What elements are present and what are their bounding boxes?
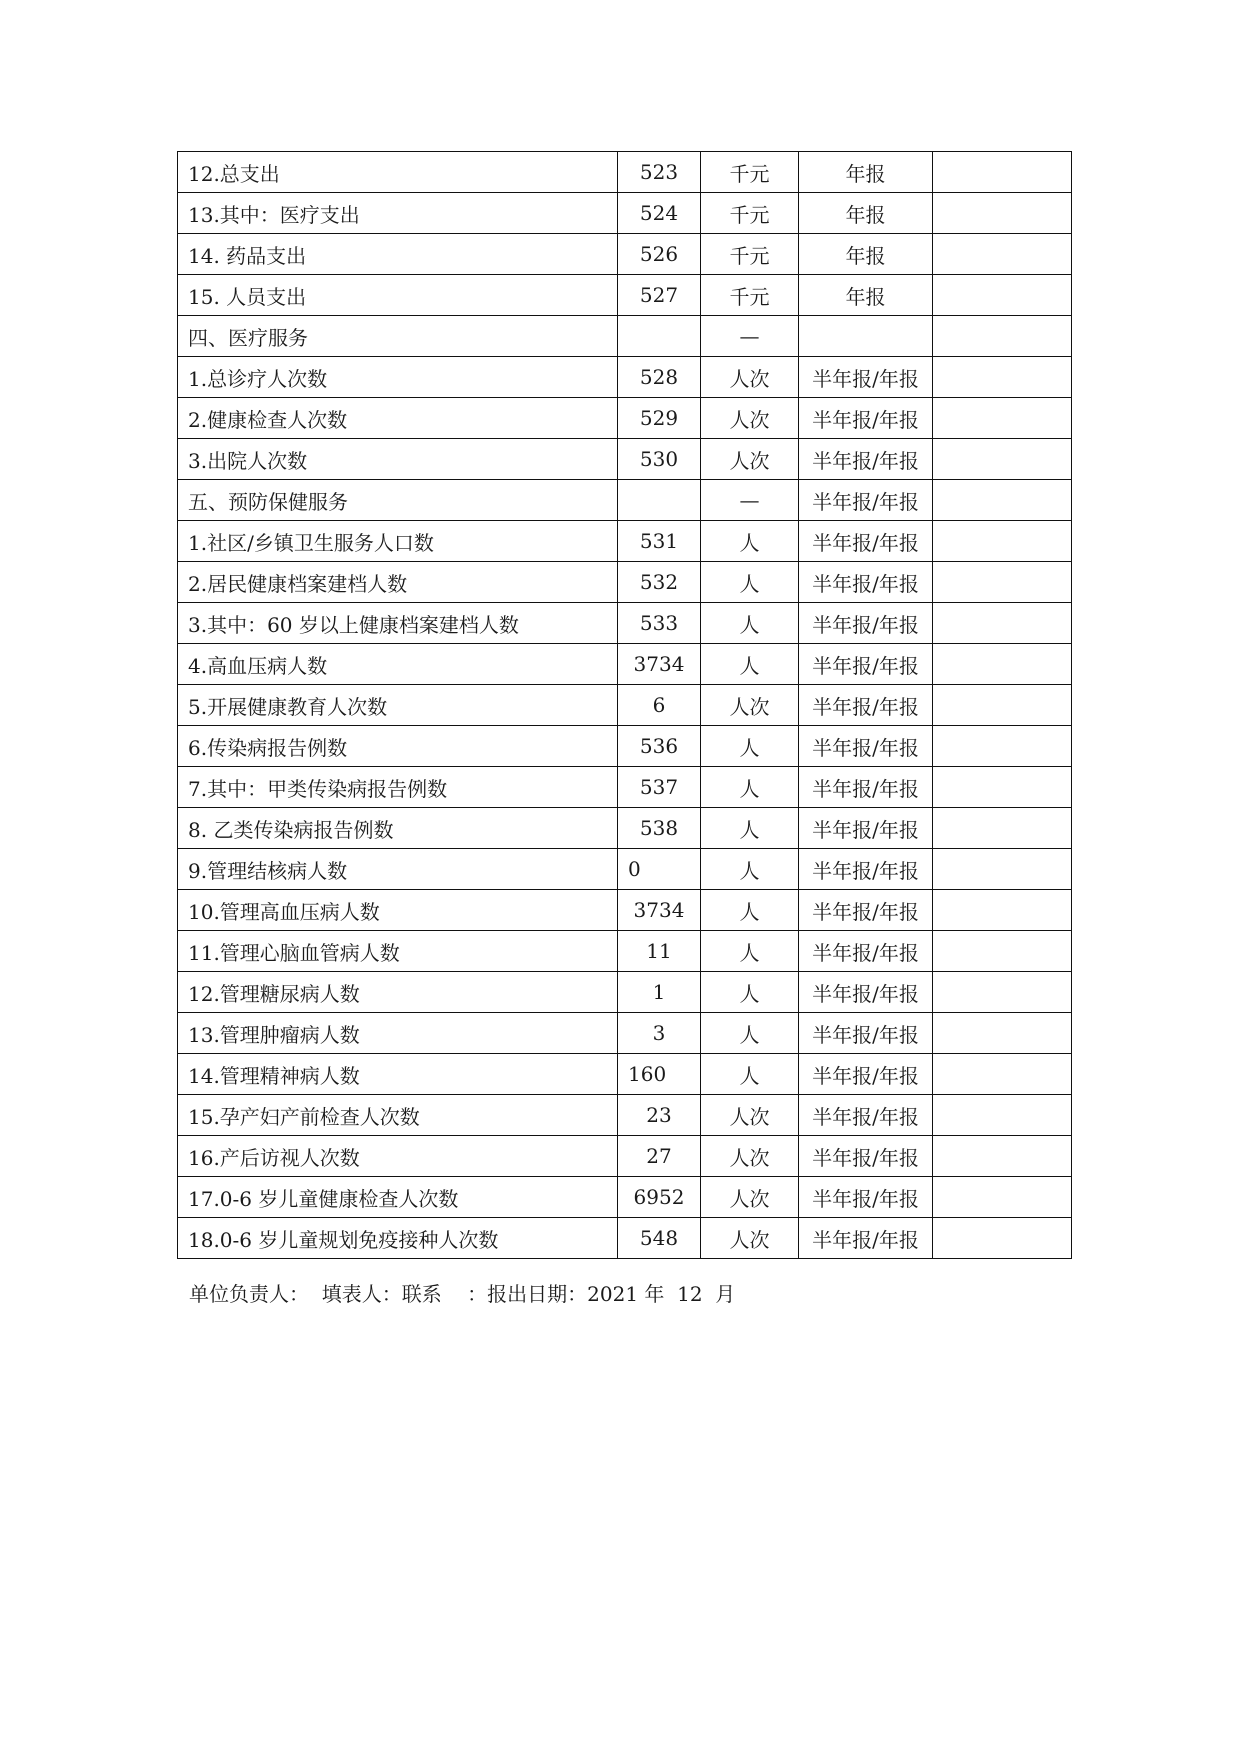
row-frequency: 半年报/年报 — [799, 972, 933, 1013]
row-frequency: 半年报/年报 — [799, 1095, 933, 1136]
row-item-label: 11.管理心脑血管病人数 — [178, 931, 618, 972]
table-row — [178, 562, 1072, 603]
row-unit: 人次 — [701, 1136, 799, 1177]
row-value: 0 — [618, 849, 701, 890]
row-value: 526 — [618, 234, 701, 275]
row-note — [933, 521, 1072, 562]
row-item-label: 17.0-6 岁儿童健康检查人次数 — [178, 1177, 618, 1218]
row-item-label: 4.高血压病人数 — [178, 644, 618, 685]
row-item-label: 10.管理高血压病人数 — [178, 890, 618, 931]
row-item-label: 14. 药品支出 — [178, 234, 618, 275]
row-unit: — — [701, 480, 799, 521]
row-note — [933, 972, 1072, 1013]
row-value: 530 — [618, 439, 701, 480]
row-value: 3734 — [618, 890, 701, 931]
row-unit: 人 — [701, 726, 799, 767]
row-value: 527 — [618, 275, 701, 316]
row-note — [933, 1218, 1072, 1259]
row-item-label: 2.居民健康档案建档人数 — [178, 562, 618, 603]
row-frequency: 半年报/年报 — [799, 1177, 933, 1218]
row-value: 531 — [618, 521, 701, 562]
row-value: 6 — [618, 685, 701, 726]
row-frequency: 年报 — [799, 152, 933, 193]
row-frequency: 半年报/年报 — [799, 849, 933, 890]
row-value: 528 — [618, 357, 701, 398]
row-unit: 千元 — [701, 234, 799, 275]
row-item-label: 1.社区/乡镇卫生服务人口数 — [178, 521, 618, 562]
row-frequency: 半年报/年报 — [799, 931, 933, 972]
row-note — [933, 234, 1072, 275]
row-value: 27 — [618, 1136, 701, 1177]
row-note — [933, 439, 1072, 480]
row-note — [933, 152, 1072, 193]
row-item-label: 四、医疗服务 — [178, 316, 618, 357]
row-note — [933, 808, 1072, 849]
row-frequency: 半年报/年报 — [799, 767, 933, 808]
row-item-label: 13.其中：医疗支出 — [178, 193, 618, 234]
row-frequency: 半年报/年报 — [799, 521, 933, 562]
row-unit: 人 — [701, 767, 799, 808]
row-note — [933, 275, 1072, 316]
row-note — [933, 644, 1072, 685]
table-row — [178, 521, 1072, 562]
row-item-label: 1.总诊疗人次数 — [178, 357, 618, 398]
row-item-label: 14.管理精神病人数 — [178, 1054, 618, 1095]
table-row — [178, 1095, 1072, 1136]
row-frequency: 半年报/年报 — [799, 357, 933, 398]
table-row — [178, 808, 1072, 849]
row-frequency: 半年报/年报 — [799, 1054, 933, 1095]
row-value: 533 — [618, 603, 701, 644]
row-item-label: 7.其中：甲类传染病报告例数 — [178, 767, 618, 808]
table-row — [178, 234, 1072, 275]
row-unit: — — [701, 316, 799, 357]
row-unit: 人 — [701, 562, 799, 603]
row-frequency: 半年报/年报 — [799, 1136, 933, 1177]
row-value: 1 — [618, 972, 701, 1013]
row-value: 536 — [618, 726, 701, 767]
table-row — [178, 1136, 1072, 1177]
table-row — [178, 603, 1072, 644]
row-note — [933, 316, 1072, 357]
table-row — [178, 644, 1072, 685]
row-frequency: 半年报/年报 — [799, 685, 933, 726]
row-unit: 人 — [701, 931, 799, 972]
row-value: 3734 — [618, 644, 701, 685]
report-table-body — [178, 152, 1072, 1259]
row-value: 529 — [618, 398, 701, 439]
table-row — [178, 193, 1072, 234]
table-row — [178, 1013, 1072, 1054]
row-unit: 人次 — [701, 398, 799, 439]
row-unit: 千元 — [701, 152, 799, 193]
row-value: 23 — [618, 1095, 701, 1136]
row-frequency — [799, 316, 933, 357]
row-item-label: 13.管理肿瘤病人数 — [178, 1013, 618, 1054]
row-note — [933, 767, 1072, 808]
row-unit: 人 — [701, 1054, 799, 1095]
row-note — [933, 685, 1072, 726]
row-value: 532 — [618, 562, 701, 603]
row-frequency: 年报 — [799, 275, 933, 316]
table-row — [178, 1177, 1072, 1218]
row-unit: 千元 — [701, 193, 799, 234]
row-item-label: 5.开展健康教育人次数 — [178, 685, 618, 726]
row-value: 160 — [618, 1054, 701, 1095]
row-frequency: 半年报/年报 — [799, 398, 933, 439]
row-note — [933, 1177, 1072, 1218]
row-note — [933, 1095, 1072, 1136]
row-value: 523 — [618, 152, 701, 193]
row-frequency: 年报 — [799, 234, 933, 275]
row-note — [933, 603, 1072, 644]
row-unit: 人次 — [701, 685, 799, 726]
row-note — [933, 1013, 1072, 1054]
row-item-label: 9.管理结核病人数 — [178, 849, 618, 890]
row-note — [933, 726, 1072, 767]
row-note — [933, 480, 1072, 521]
row-item-label: 15.孕产妇产前检查人次数 — [178, 1095, 618, 1136]
row-frequency: 半年报/年报 — [799, 890, 933, 931]
row-unit: 人次 — [701, 439, 799, 480]
row-unit: 人次 — [701, 1218, 799, 1259]
row-unit: 千元 — [701, 275, 799, 316]
row-item-label: 16.产后访视人次数 — [178, 1136, 618, 1177]
table-row — [178, 849, 1072, 890]
row-item-label: 6.传染病报告例数 — [178, 726, 618, 767]
row-value — [618, 480, 701, 521]
row-item-label: 12.管理糖尿病人数 — [178, 972, 618, 1013]
table-row — [178, 316, 1072, 357]
table-row — [178, 931, 1072, 972]
row-item-label: 3.其中：60 岁以上健康档案建档人数 — [178, 603, 618, 644]
table-row — [178, 1054, 1072, 1095]
row-note — [933, 398, 1072, 439]
row-frequency: 半年报/年报 — [799, 562, 933, 603]
row-frequency: 半年报/年报 — [799, 808, 933, 849]
report-footer: 单位负责人： 填表人：联系 ：报出日期：2021 年 12 月 — [189, 1282, 736, 1306]
row-item-label: 18.0-6 岁儿童规划免疫接种人次数 — [178, 1218, 618, 1259]
row-unit: 人 — [701, 972, 799, 1013]
row-value: 11 — [618, 931, 701, 972]
row-note — [933, 931, 1072, 972]
row-frequency: 半年报/年报 — [799, 726, 933, 767]
row-unit: 人 — [701, 890, 799, 931]
row-note — [933, 890, 1072, 931]
row-item-label: 五、预防保健服务 — [178, 480, 618, 521]
table-row — [178, 1218, 1072, 1259]
row-value: 6952 — [618, 1177, 701, 1218]
row-unit: 人次 — [701, 1177, 799, 1218]
table-row — [178, 152, 1072, 193]
row-item-label: 3.出院人次数 — [178, 439, 618, 480]
table-row — [178, 972, 1072, 1013]
table-row — [178, 439, 1072, 480]
row-item-label: 12.总支出 — [178, 152, 618, 193]
row-frequency: 半年报/年报 — [799, 1218, 933, 1259]
row-value: 3 — [618, 1013, 701, 1054]
table-row — [178, 890, 1072, 931]
row-frequency: 半年报/年报 — [799, 1013, 933, 1054]
row-value — [618, 316, 701, 357]
table-row — [178, 275, 1072, 316]
table-row — [178, 685, 1072, 726]
row-unit: 人 — [701, 521, 799, 562]
row-unit: 人 — [701, 849, 799, 890]
row-unit: 人 — [701, 603, 799, 644]
row-unit: 人 — [701, 644, 799, 685]
table-row — [178, 767, 1072, 808]
row-note — [933, 1136, 1072, 1177]
row-frequency: 半年报/年报 — [799, 480, 933, 521]
report-table — [177, 151, 1072, 1259]
row-value: 524 — [618, 193, 701, 234]
row-unit: 人次 — [701, 357, 799, 398]
table-row — [178, 398, 1072, 439]
row-item-label: 15. 人员支出 — [178, 275, 618, 316]
row-frequency: 半年报/年报 — [799, 603, 933, 644]
row-note — [933, 1054, 1072, 1095]
row-unit: 人 — [701, 808, 799, 849]
row-frequency: 年报 — [799, 193, 933, 234]
row-value: 548 — [618, 1218, 701, 1259]
row-item-label: 8. 乙类传染病报告例数 — [178, 808, 618, 849]
row-note — [933, 357, 1072, 398]
row-note — [933, 849, 1072, 890]
row-note — [933, 193, 1072, 234]
row-note — [933, 562, 1072, 603]
table-row — [178, 480, 1072, 521]
row-frequency: 半年报/年报 — [799, 439, 933, 480]
row-value: 538 — [618, 808, 701, 849]
row-unit: 人 — [701, 1013, 799, 1054]
row-item-label: 2.健康检查人次数 — [178, 398, 618, 439]
row-unit: 人次 — [701, 1095, 799, 1136]
table-row — [178, 726, 1072, 767]
row-value: 537 — [618, 767, 701, 808]
row-frequency: 半年报/年报 — [799, 644, 933, 685]
table-row — [178, 357, 1072, 398]
